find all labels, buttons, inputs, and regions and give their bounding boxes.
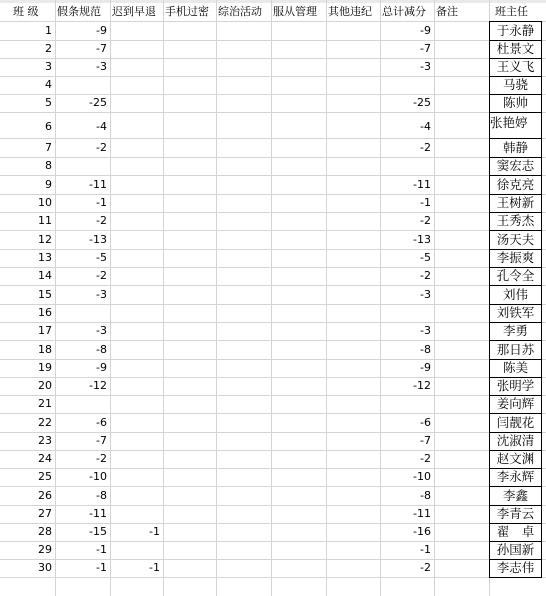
row-class-cell[interactable]: 16 bbox=[38, 306, 52, 319]
row-leave-cell[interactable]: -7 bbox=[96, 434, 107, 447]
row-class-cell[interactable]: 18 bbox=[38, 343, 52, 356]
header-late-early[interactable]: 迟到早退 bbox=[112, 5, 156, 18]
row-class-cell[interactable]: 26 bbox=[38, 489, 52, 502]
row-teacher-cell[interactable]: 刘伟 bbox=[502, 287, 528, 302]
row-total-cell[interactable] bbox=[380, 395, 434, 413]
row-total-cell[interactable]: -3 bbox=[420, 60, 431, 73]
row-leave-cell[interactable] bbox=[55, 395, 110, 413]
grid-vline bbox=[271, 0, 272, 596]
row-class-cell[interactable]: 12 bbox=[38, 233, 52, 246]
row-leave-cell[interactable]: -15 bbox=[89, 525, 107, 538]
row-class-cell[interactable]: 24 bbox=[38, 452, 52, 465]
row-late-cell[interactable] bbox=[110, 21, 163, 40]
row-class-cell[interactable]: 1 bbox=[45, 24, 52, 37]
row-late-cell[interactable] bbox=[110, 505, 163, 523]
row-total-cell[interactable]: -7 bbox=[420, 42, 431, 55]
row-total-cell[interactable]: -12 bbox=[413, 379, 431, 392]
row-class-cell[interactable]: 19 bbox=[38, 361, 52, 374]
row-class-cell[interactable]: 8 bbox=[45, 159, 52, 172]
row-total-cell[interactable]: -2 bbox=[420, 269, 431, 282]
row-teacher-cell[interactable]: 李青云 bbox=[496, 506, 535, 521]
row-leave-cell[interactable]: -2 bbox=[96, 452, 107, 465]
row-leave-cell[interactable]: -8 bbox=[96, 343, 107, 356]
row-late-cell[interactable] bbox=[110, 116, 163, 138]
row-late-cell[interactable] bbox=[110, 395, 163, 413]
grid-vline bbox=[163, 0, 164, 596]
row-teacher-cell[interactable]: 李鑫 bbox=[502, 488, 528, 503]
row-late-cell[interactable] bbox=[110, 413, 163, 432]
row-total-cell[interactable] bbox=[380, 76, 434, 94]
row-class-cell[interactable]: 27 bbox=[38, 507, 52, 520]
row-late-cell[interactable] bbox=[110, 541, 163, 559]
row-teacher-cell[interactable]: 杜景文 bbox=[496, 41, 535, 56]
row-leave-cell[interactable]: -3 bbox=[96, 288, 107, 301]
row-late-cell[interactable] bbox=[110, 450, 163, 468]
row-late-cell[interactable] bbox=[110, 267, 163, 285]
row-teacher-cell[interactable]: 于永静 bbox=[496, 23, 535, 38]
row-teacher-cell[interactable]: 马骁 bbox=[502, 77, 528, 92]
row-total-cell[interactable]: -5 bbox=[420, 251, 431, 264]
row-leave-cell[interactable]: -2 bbox=[96, 269, 107, 282]
row-late-cell[interactable] bbox=[110, 175, 163, 194]
row-total-cell[interactable]: -13 bbox=[413, 233, 431, 246]
row-total-cell[interactable]: -25 bbox=[413, 96, 431, 109]
row-teacher-cell[interactable]: 窦宏志 bbox=[496, 158, 535, 173]
row-late-cell[interactable] bbox=[110, 249, 163, 267]
row-class-cell[interactable]: 17 bbox=[38, 324, 52, 337]
row-class-cell[interactable]: 11 bbox=[38, 214, 52, 227]
row-class-cell[interactable]: 4 bbox=[45, 78, 52, 91]
header-teacher[interactable]: 班主任 bbox=[495, 5, 528, 18]
row-leave-cell[interactable]: -2 bbox=[96, 214, 107, 227]
row-late-cell[interactable] bbox=[110, 94, 163, 112]
row-total-cell[interactable]: -3 bbox=[420, 288, 431, 301]
row-teacher-cell[interactable]: 姜向辉 bbox=[496, 396, 535, 411]
row-late-cell[interactable] bbox=[110, 157, 163, 175]
row-late-cell[interactable] bbox=[110, 432, 163, 450]
row-total-cell[interactable]: -2 bbox=[420, 214, 431, 227]
row-class-cell[interactable]: 9 bbox=[45, 178, 52, 191]
header-total[interactable]: 总计减分 bbox=[382, 5, 426, 18]
row-leave-cell[interactable]: -12 bbox=[89, 379, 107, 392]
row-class-cell[interactable]: 21 bbox=[38, 397, 52, 410]
row-class-cell[interactable]: 15 bbox=[38, 288, 52, 301]
row-total-cell[interactable]: -1 bbox=[420, 196, 431, 209]
row-leave-cell[interactable]: -3 bbox=[96, 60, 107, 73]
row-total-cell[interactable]: -2 bbox=[420, 561, 431, 574]
row-total-cell[interactable]: -4 bbox=[420, 120, 431, 133]
row-total-cell[interactable]: -9 bbox=[420, 361, 431, 374]
row-leave-cell[interactable] bbox=[55, 304, 110, 322]
row-class-cell[interactable]: 5 bbox=[45, 96, 52, 109]
row-late-cell[interactable] bbox=[110, 58, 163, 76]
row-class-cell[interactable]: 3 bbox=[45, 60, 52, 73]
row-leave-cell[interactable]: -11 bbox=[89, 507, 107, 520]
row-teacher-cell[interactable]: 沈淑清 bbox=[496, 433, 535, 448]
row-leave-cell[interactable]: -10 bbox=[89, 470, 107, 483]
row-late-cell[interactable] bbox=[110, 377, 163, 395]
row-late-cell[interactable] bbox=[110, 230, 163, 249]
row-teacher-cell[interactable]: 张艳婷 bbox=[490, 115, 528, 130]
header-obey[interactable]: 服从管理 bbox=[273, 5, 317, 18]
row-leave-cell[interactable]: -9 bbox=[96, 24, 107, 37]
row-leave-cell[interactable]: -25 bbox=[89, 96, 107, 109]
row-class-cell[interactable]: 29 bbox=[38, 543, 52, 556]
row-teacher-cell[interactable]: 刘铁军 bbox=[496, 305, 535, 320]
row-late-cell[interactable] bbox=[110, 76, 163, 94]
row-late-cell[interactable]: -1 bbox=[149, 525, 160, 538]
row-total-cell[interactable] bbox=[380, 304, 434, 322]
row-class-cell[interactable]: 20 bbox=[38, 379, 52, 392]
row-leave-cell[interactable]: -6 bbox=[96, 416, 107, 429]
header-note[interactable]: 备注 bbox=[436, 5, 458, 18]
row-class-cell[interactable]: 25 bbox=[38, 470, 52, 483]
row-total-cell[interactable]: -3 bbox=[420, 324, 431, 337]
row-class-cell[interactable]: 23 bbox=[38, 434, 52, 447]
row-class-cell[interactable]: 10 bbox=[38, 196, 52, 209]
row-total-cell[interactable]: -7 bbox=[420, 434, 431, 447]
row-total-cell[interactable]: -2 bbox=[420, 452, 431, 465]
row-teacher-cell[interactable]: 李勇 bbox=[502, 323, 528, 338]
row-teacher-cell[interactable]: 王义飞 bbox=[496, 59, 535, 74]
row-teacher-cell[interactable]: 汤天夫 bbox=[496, 232, 535, 247]
row-late-cell[interactable] bbox=[110, 486, 163, 505]
row-late-cell[interactable]: -1 bbox=[149, 561, 160, 574]
row-teacher-cell[interactable]: 孙国新 bbox=[496, 542, 535, 557]
row-teacher-cell[interactable]: 李振爽 bbox=[496, 250, 535, 265]
row-teacher-cell[interactable]: 张明学 bbox=[496, 378, 535, 393]
row-late-cell[interactable] bbox=[110, 322, 163, 340]
row-late-cell[interactable] bbox=[110, 468, 163, 486]
row-leave-cell[interactable]: -1 bbox=[96, 561, 107, 574]
row-teacher-cell[interactable]: 陈美 bbox=[502, 360, 528, 375]
row-late-cell[interactable] bbox=[110, 285, 163, 304]
row-total-cell[interactable] bbox=[380, 157, 434, 175]
row-leave-cell[interactable] bbox=[55, 76, 110, 94]
row-teacher-cell[interactable]: 王树新 bbox=[496, 195, 535, 210]
row-class-cell[interactable]: 7 bbox=[45, 141, 52, 154]
row-class-cell[interactable]: 6 bbox=[45, 120, 52, 133]
row-total-cell[interactable]: -9 bbox=[420, 24, 431, 37]
row-teacher-cell[interactable]: 王秀杰 bbox=[496, 213, 535, 228]
row-teacher-cell[interactable]: 韩静 bbox=[502, 140, 528, 155]
row-total-cell[interactable]: -8 bbox=[420, 489, 431, 502]
row-class-cell[interactable]: 28 bbox=[38, 525, 52, 538]
row-late-cell[interactable] bbox=[110, 194, 163, 212]
row-teacher-cell[interactable]: 孔令全 bbox=[496, 268, 535, 283]
row-teacher-cell[interactable]: 那日苏 bbox=[496, 342, 535, 357]
row-leave-cell[interactable]: -8 bbox=[96, 489, 107, 502]
row-teacher-cell[interactable]: 李志伟 bbox=[496, 560, 535, 575]
row-total-cell[interactable]: -2 bbox=[420, 141, 431, 154]
header-phone[interactable]: 手机过密 bbox=[165, 5, 209, 18]
row-leave-cell[interactable]: -5 bbox=[96, 251, 107, 264]
row-teacher-cell[interactable]: 李永辉 bbox=[496, 469, 535, 484]
row-total-cell[interactable]: -10 bbox=[413, 470, 431, 483]
row-leave-cell[interactable]: -2 bbox=[96, 141, 107, 154]
row-leave-cell[interactable]: -11 bbox=[89, 178, 107, 191]
row-class-cell[interactable]: 14 bbox=[38, 269, 52, 282]
row-teacher-cell[interactable]: 赵文渊 bbox=[496, 451, 535, 466]
row-total-cell[interactable]: -11 bbox=[413, 178, 431, 191]
row-class-cell[interactable]: 22 bbox=[38, 416, 52, 429]
row-total-cell[interactable]: -16 bbox=[413, 525, 431, 538]
header-activity[interactable]: 综治活动 bbox=[218, 5, 262, 18]
row-class-cell[interactable]: 13 bbox=[38, 251, 52, 264]
grid-vline bbox=[216, 0, 217, 596]
grid-hline bbox=[0, 577, 546, 578]
row-late-cell[interactable] bbox=[110, 212, 163, 230]
row-late-cell[interactable] bbox=[110, 340, 163, 359]
grid-vline bbox=[326, 0, 327, 596]
row-leave-cell[interactable]: -4 bbox=[96, 120, 107, 133]
row-class-cell[interactable]: 30 bbox=[38, 561, 52, 574]
row-late-cell[interactable] bbox=[110, 138, 163, 157]
row-leave-cell[interactable]: -3 bbox=[96, 324, 107, 337]
row-teacher-cell[interactable]: 闫靓花 bbox=[496, 415, 535, 430]
row-late-cell[interactable] bbox=[110, 40, 163, 58]
row-leave-cell[interactable]: -1 bbox=[96, 196, 107, 209]
row-class-cell[interactable]: 2 bbox=[45, 42, 52, 55]
header-class[interactable]: 班 级 bbox=[13, 5, 39, 18]
row-leave-cell[interactable]: -9 bbox=[96, 361, 107, 374]
row-total-cell[interactable]: -8 bbox=[420, 343, 431, 356]
row-total-cell[interactable]: -11 bbox=[413, 507, 431, 520]
row-leave-cell[interactable]: -13 bbox=[89, 233, 107, 246]
grid-hline bbox=[0, 112, 546, 113]
row-total-cell[interactable]: -6 bbox=[420, 416, 431, 429]
row-teacher-cell[interactable]: 翟 卓 bbox=[496, 524, 535, 539]
row-leave-cell[interactable]: -7 bbox=[96, 42, 107, 55]
grid-vline bbox=[434, 0, 435, 596]
row-late-cell[interactable] bbox=[110, 304, 163, 322]
row-teacher-cell[interactable]: 陈帅 bbox=[502, 95, 528, 110]
row-teacher-cell[interactable]: 徐克亮 bbox=[496, 177, 535, 192]
row-total-cell[interactable]: -1 bbox=[420, 543, 431, 556]
row-late-cell[interactable] bbox=[110, 359, 163, 377]
row-leave-cell[interactable] bbox=[55, 157, 110, 175]
row-leave-cell[interactable]: -1 bbox=[96, 543, 107, 556]
header-leave-note[interactable]: 假条规范 bbox=[57, 5, 101, 18]
header-other[interactable]: 其他违纪 bbox=[328, 5, 372, 18]
